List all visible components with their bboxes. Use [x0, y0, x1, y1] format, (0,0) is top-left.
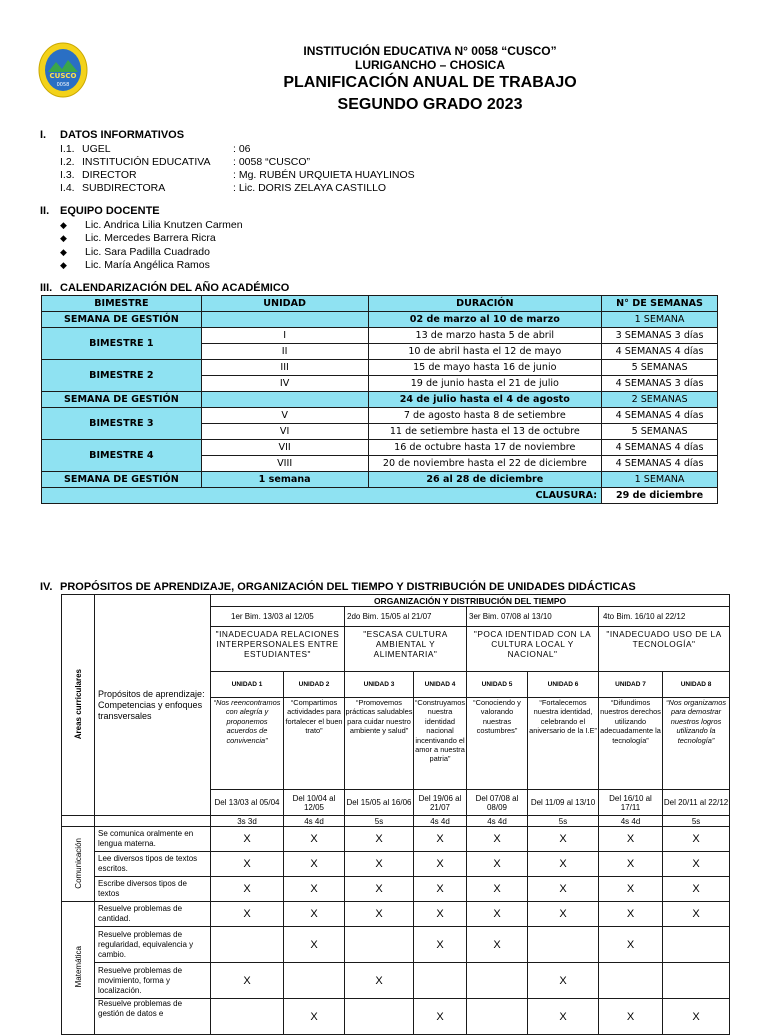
planning-table	[61, 594, 730, 1035]
school-location: LURIGANCHO – CHOSICA	[354, 58, 505, 72]
section-datos-title: I. DATOS INFORMATIVOS	[40, 129, 185, 141]
section-propositos-title: IV. PROPÓSITOS DE APRENDIZAJE, ORGANIZACIÓN DEL TIEMPO Y DISTRIBUCIÓN DE UNIDADES DIDÁCTICAS	[40, 581, 636, 593]
school-logo	[38, 42, 88, 98]
competency-row: Escribe diversos tipos de textos X X X X X X X X	[62, 877, 730, 902]
team-item: ◆ Lic. María Angélica Ramos	[60, 258, 210, 271]
calendar-row: II 10 de abril hasta el 12 de mayo 4 SEMANAS 4 días	[42, 344, 718, 360]
calendar-row: SEMANA DE GESTIÓN 1 semana 26 al 28 de diciembre 1 SEMANA	[42, 472, 718, 488]
area-cell: Matemática	[62, 902, 95, 1035]
calendar-row: SEMANA DE GESTIÓN 24 de julio hasta el 4 de agosto 2 SEMANAS	[42, 392, 718, 408]
bimester-row: 1er Bim. 13/03 al 12/05 2do Bim. 15/05 al 21/07 3er Bim. 07/08 al 13/10 4to Bim. 16/10 al 22/12	[62, 607, 730, 627]
calendar-clausura-row: CLAUSURA: 29 de diciembre	[42, 488, 718, 504]
calendar-row: BIMESTRE 3 V 7 de agosto hasta 8 de setiembre 4 SEMANAS 4 días	[42, 408, 718, 424]
project-title-row: "INADECUADA RELACIONES INTERPERSONALES ENTRE ESTUDIANTES" "ESCASA CULTURA AMBIENTAL Y ALIMENTARIA" "POCA IDENTIDAD CON LA CULTURA LOCAL Y NACIONAL" "INADECUADO USO DE LA TECNOLOGÍA"	[62, 627, 730, 672]
area-cell: Comunicación	[62, 827, 95, 902]
competency-row: Resuelve problemas de movimiento, forma y localización. X X X	[62, 963, 730, 999]
team-item: ◆ Lic. Mercedes Barrera Ricra	[60, 232, 216, 245]
team-item: ◆ Lic. Sara Padilla Cuadrado	[60, 245, 210, 258]
calendar-row: IV 19 de junio hasta el 21 de julio 4 SEMANAS 3 días	[42, 376, 718, 392]
competency-row: Resuelve problemas de gestión de datos e X X X X X	[62, 999, 730, 1035]
school-name: INSTITUCIÓN EDUCATIVA N° 0058 “CUSCO”	[303, 44, 557, 58]
datos-list	[60, 143, 415, 195]
calendar-row: VI 11 de setiembre hasta el 13 de octubre 5 SEMANAS	[42, 424, 718, 440]
calendar-row: VIII 20 de noviembre hasta el 22 de diciembre 4 SEMANAS 4 días	[42, 456, 718, 472]
section-equipo-title: II. EQUIPO DOCENTE	[40, 205, 160, 217]
datos-row: I.3. DIRECTOR : Mg. RUBÉN URQUIETA HUAYLINOS	[60, 169, 415, 181]
team-item: ◆ Lic. Andrica Lilia Knutzen Carmen	[60, 219, 243, 231]
svg-text:0058: 0058	[56, 82, 70, 88]
calendar-header-row: BIMESTRE UNIDAD DURACIÓN N° DE SEMANAS	[42, 296, 718, 312]
section-calendario-title: III. CALENDARIZACIÓN DEL AÑO ACADÉMICO	[40, 282, 290, 294]
areas-label-cell: Áreas curriculares	[62, 595, 95, 816]
competency-row: Matemática Resuelve problemas de cantidad. X X X X X X X X	[62, 902, 730, 927]
competency-row: Comunicación Se comunica oralmente en lengua materna. X X X X X X X X	[62, 827, 730, 852]
org-title-row: Áreas curriculares Propósitos de aprendizaje: Competencias y enfoques transversales ORGANIZACIÓN Y DISTRIBUCIÓN DEL TIEMPO	[62, 595, 730, 607]
diamond-bullet-icon: ◆	[60, 220, 67, 230]
svg-text:CUSCO: CUSCO	[49, 72, 77, 80]
calendar-row: BIMESTRE 4 VII 16 de octubre hasta 17 de noviembre 4 SEMANAS 4 días	[42, 440, 718, 456]
diamond-bullet-icon: ◆	[60, 246, 67, 257]
datos-row: I.2. INSTITUCIÓN EDUCATIVA : 0058 “CUSCO”	[60, 156, 311, 168]
weeks-row: 3s 3d 4s 4d 5s 4s 4d 4s 4d 5s 4s 4d 5s	[62, 816, 730, 827]
competency-row: Resuelve problemas de regularidad, equivalencia y cambio. X X X X	[62, 927, 730, 963]
datos-row: I.4. SUBDIRECTORA : Lic. DORIS ZELAYA CASTILLO	[60, 182, 387, 194]
doc-title: PLANIFICACIÓN ANUAL DE TRABAJO	[283, 74, 577, 91]
datos-row: I.1. UGEL : 06	[60, 143, 251, 155]
calendar-row: SEMANA DE GESTIÓN 02 de marzo al 10 de marzo 1 SEMANA	[42, 312, 718, 328]
dates-row: Del 13/03 al 05/04 Del 10/04 al 12/05 Del 15/05 al 16/06 Del 19/06 al 21/07 Del 07/08 al 08/09 Del 11/09 al 13/10 Del 16/10 al 17/11 Del 20/11 al 22/12	[62, 790, 730, 816]
diamond-bullet-icon: ◆	[60, 233, 67, 244]
unit-title-row: “Nos reencontramos con alegría y proponemos acuerdos de convivencia” “Compartimos actividades para fortalecer el buen trato” “Promovemos prácticas saludables para cuidar nuestro ambiente y salud” “Construyamos nuestra identidad nacional incentivando el amor a nuestra patria” “Conociendo y valorando nuestras costumbres” “Fortalecemos nuestra identidad, celebrando el aniversario de la I.E” “Difundimos nuestros derechos utilizando adecuadamente la tecnología” “Nos organizamos para demostrar nuestros logros utilizando la tecnología”	[62, 698, 730, 790]
team-list	[60, 219, 243, 272]
competency-row: Lee diversos tipos de textos escritos. X X X X X X X X	[62, 852, 730, 877]
doc-subtitle: SEGUNDO GRADO 2023	[337, 96, 523, 113]
calendar-row: BIMESTRE 1 I 13 de marzo hasta 5 de abril 3 SEMANAS 3 días	[42, 328, 718, 344]
calendar-table	[41, 295, 718, 504]
diamond-bullet-icon: ◆	[60, 259, 67, 270]
calendar-row: BIMESTRE 2 III 15 de mayo hasta 16 de junio 5 SEMANAS	[42, 360, 718, 376]
unit-row: UNIDAD 1 UNIDAD 2 UNIDAD 3 UNIDAD 4 UNIDAD 5 UNIDAD 6 UNIDAD 7 UNIDAD 8	[62, 672, 730, 698]
